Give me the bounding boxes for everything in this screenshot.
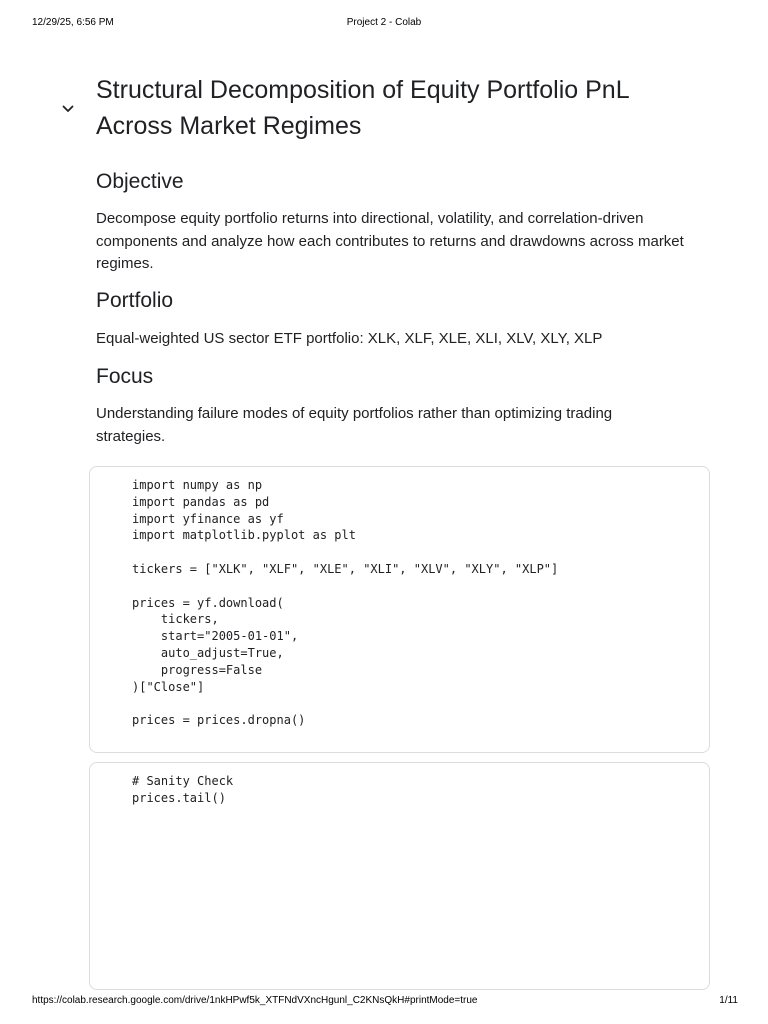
code-editor[interactable] — [132, 477, 558, 729]
code-line: prices = prices.dropna() — [132, 713, 306, 728]
objective-heading: Objective — [96, 170, 184, 193]
chevron-down-icon — [62, 105, 74, 113]
code-line: start="2005-01-01", — [132, 629, 299, 644]
code-line — [132, 695, 558, 712]
code-cell-imports[interactable] — [89, 466, 710, 753]
code-line: auto_adjust=True, — [132, 645, 284, 660]
print-footer — [0, 995, 768, 1009]
print-page-title: Project 2 - Colab — [346, 17, 422, 28]
section-collapse-toggle[interactable] — [58, 100, 78, 118]
title-line-1: Structural Decomposition of Equity Portfolio PnL — [96, 76, 630, 104]
code-line: prices.tail() — [132, 790, 226, 805]
code-line: tickers, — [132, 612, 219, 627]
code-line: progress=False — [132, 662, 263, 677]
notebook-title — [96, 72, 630, 144]
objective-line-2: components and analyze how each contributes to returns and drawdowns across market — [96, 232, 684, 250]
focus-heading: Focus — [96, 365, 154, 388]
code-line: tickers = ["XLK", "XLF", "XLE", "XLI", "XLV", "XLY", "XLP"] — [132, 561, 559, 576]
code-line: import matplotlib.pyplot as plt — [132, 528, 356, 543]
objective-text — [96, 208, 716, 276]
code-line — [132, 544, 558, 561]
code-line: )["Close"] — [132, 679, 205, 694]
code-line: # Sanity Check — [132, 774, 234, 788]
objective-line-1: Decompose equity portfolio returns into directional, volatility, and correlation-driven — [96, 210, 644, 227]
print-url: https://colab.research.google.com/drive/1nkHPwf5k_XTFNdVXncHgunl_C2KNsQkH#printMode=true — [32, 995, 478, 1006]
code-line: import yfinance as yf — [132, 511, 284, 526]
focus-line-2: strategies. — [96, 427, 166, 445]
code-line: import pandas as pd — [132, 494, 270, 509]
code-line: import numpy as np — [132, 478, 263, 492]
print-datetime: 12/29/25, 6:56 PM — [32, 17, 114, 28]
code-editor[interactable] — [132, 773, 233, 807]
focus-text — [96, 403, 716, 448]
portfolio-heading: Portfolio — [96, 289, 174, 312]
objective-line-3: regimes. — [96, 255, 154, 272]
code-line — [132, 578, 558, 595]
print-page-number: 1/11 — [719, 995, 738, 1006]
code-cell-sanity-check[interactable] — [89, 762, 710, 990]
focus-line-1: Understanding failure modes of equity portfolios rather than optimizing trading — [96, 405, 613, 422]
title-line-2: Across Market Regimes — [96, 112, 362, 140]
portfolio-text: Equal-weighted US sector ETF portfolio: XLK, XLF, XLE, XLI, XLV, XLY, XLP — [96, 330, 603, 347]
print-header — [0, 17, 768, 31]
code-line: prices = yf.download( — [132, 595, 284, 610]
